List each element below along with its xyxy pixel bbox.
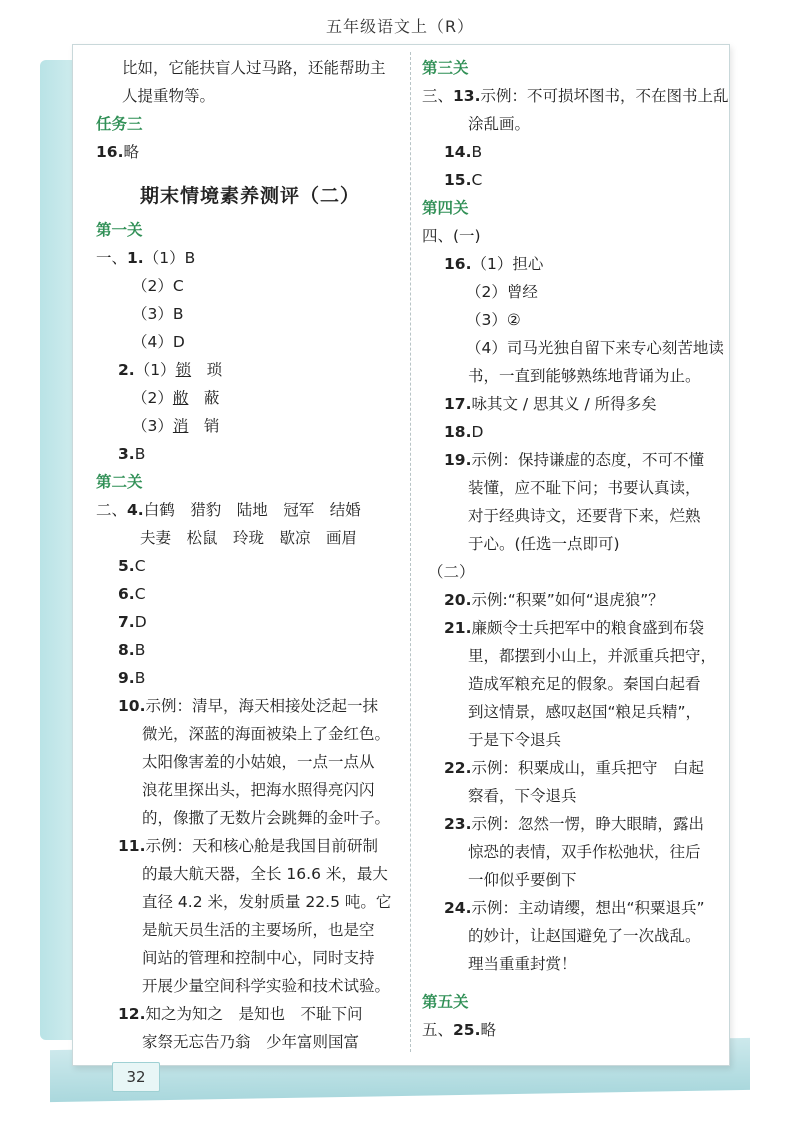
answer-label: （1） bbox=[134, 361, 176, 379]
level-heading: 第三关 bbox=[422, 59, 469, 77]
answer-text: D bbox=[471, 423, 484, 441]
answer-19 bbox=[422, 446, 722, 474]
answer-text: （1）担心 bbox=[471, 255, 544, 273]
question-number: 4. bbox=[127, 501, 144, 519]
question-number: 10. bbox=[118, 697, 146, 715]
answer-text: 于心。(任选一点即可) bbox=[468, 535, 620, 553]
underlined-char: 锁 bbox=[175, 361, 192, 379]
question-number: 8. bbox=[118, 641, 135, 659]
answer-text: 示例：不可损坏图书，不在图书上乱 bbox=[480, 87, 729, 105]
answer-text: 示例：忽然一愣，睁大眼睛，露出 bbox=[471, 815, 704, 833]
answer-text: 示例：积粟成山，重兵把守 白起 bbox=[471, 759, 704, 777]
answer-text: 开展少量空间科学实验和技术试验。 bbox=[142, 977, 391, 995]
answer-text: B bbox=[471, 143, 483, 161]
answer-text: 浪花里探出头，把海水照得亮闪闪 bbox=[142, 781, 375, 799]
answer-text: 装懂，应不耻下问；书要认真读， bbox=[468, 479, 701, 497]
question-number: 6. bbox=[118, 585, 135, 603]
answer-3 bbox=[96, 440, 404, 468]
left-column bbox=[96, 54, 404, 1056]
answer-5 bbox=[96, 552, 404, 580]
answer-text: （4）司马光独自留下来专心刻苦地读 bbox=[466, 339, 724, 357]
question-number: 3. bbox=[118, 445, 135, 463]
answer-text: （2）曾经 bbox=[466, 283, 538, 301]
question-number: 12. bbox=[118, 1005, 146, 1023]
answer-text: 廉颇令士兵把军中的粮食盛到布袋 bbox=[471, 619, 704, 637]
part-prefix: 三、 bbox=[422, 87, 454, 105]
answer-text: 察看，下令退兵 bbox=[468, 787, 577, 805]
answer-text: 理当重重封赏！ bbox=[468, 955, 577, 973]
answer-text: 一仰似乎要倒下 bbox=[468, 871, 577, 889]
answer-text: 间站的管理和控制中心，同时支持 bbox=[142, 949, 375, 967]
answer-text: （3）② bbox=[466, 311, 521, 329]
underlined-char: 消 bbox=[172, 417, 189, 435]
answer-text: 示例:“积粟”如何“退虎狼”？ bbox=[471, 591, 664, 609]
question-number: 18. bbox=[444, 423, 472, 441]
answer-text: 惊恐的表情，双手作松弛状，往后 bbox=[468, 843, 701, 861]
answer-9 bbox=[96, 664, 404, 692]
page-number: 32 bbox=[112, 1062, 160, 1092]
answer-text: 知之为知之 是知也 不耻下问 bbox=[145, 1005, 363, 1023]
question-number: 22. bbox=[444, 759, 472, 777]
answer-text: C bbox=[471, 171, 483, 189]
question-number: 16. bbox=[444, 255, 472, 273]
answer-text: 对于经典诗文，还要背下来，烂熟 bbox=[468, 507, 701, 525]
answer-7 bbox=[96, 608, 404, 636]
right-column bbox=[422, 54, 729, 1044]
answer-label: （2） bbox=[132, 389, 173, 407]
answer-text: 琐 bbox=[206, 361, 223, 379]
section-title: 期末情境素养测评（二） bbox=[139, 185, 360, 207]
question-number: 23. bbox=[444, 815, 472, 833]
question-number: 19. bbox=[444, 451, 472, 469]
question-number: 21. bbox=[444, 619, 472, 637]
answer-text: 咏其文 / 思其义 / 所得多矣 bbox=[471, 395, 657, 413]
answer-16 bbox=[96, 138, 404, 166]
text-line: 人提重物等。 bbox=[122, 87, 216, 105]
answer-6 bbox=[96, 580, 404, 608]
question-number: 25. bbox=[453, 1021, 481, 1039]
answer-text: 于是下令退兵 bbox=[468, 731, 562, 749]
answer-13 bbox=[422, 82, 729, 110]
answer-label: （3） bbox=[132, 417, 173, 435]
answer-text: 略 bbox=[480, 1021, 496, 1039]
part-prefix: 一、 bbox=[96, 249, 128, 267]
answer-text: （2）C bbox=[132, 277, 184, 295]
question-number: 11. bbox=[118, 837, 146, 855]
answer-text: 书，一直到能够熟练地背诵为止。 bbox=[468, 367, 701, 385]
answer-text: 太阳像害羞的小姑娘，一点一点从 bbox=[142, 753, 375, 771]
answer-text: 蔽 bbox=[203, 389, 220, 407]
answer-text: 家祭无忘告乃翁 少年富则国富 bbox=[142, 1033, 360, 1051]
answer-text: （4）D bbox=[132, 333, 185, 351]
answer-text: B bbox=[134, 641, 146, 659]
level-heading: 第四关 bbox=[422, 199, 469, 217]
answer-20 bbox=[422, 586, 722, 614]
book-header: 五年级语文上（R） bbox=[325, 17, 475, 36]
answer-text: B bbox=[134, 445, 146, 463]
answer-18 bbox=[422, 418, 722, 446]
answer-2c bbox=[96, 412, 404, 440]
answer-text: 示例：天和核心舱是我国目前研制 bbox=[145, 837, 378, 855]
answer-10 bbox=[96, 692, 404, 720]
answer-22 bbox=[422, 754, 722, 782]
answer-text: 的最大航天器，全长 16.6 米，最大 bbox=[142, 865, 388, 883]
question-number: 24. bbox=[444, 899, 472, 917]
part-heading: （二） bbox=[428, 563, 475, 581]
answer-text: 白鹤 猎豹 陆地 冠军 结婚 bbox=[143, 501, 361, 519]
answer-text: 示例：清早，海天相接处泛起一抹 bbox=[145, 697, 378, 715]
part-heading: 四、(一) bbox=[422, 227, 481, 245]
answer-16 bbox=[422, 250, 722, 278]
answer-text: 销 bbox=[203, 417, 220, 435]
answer-text: 的，像撒了无数片会跳舞的金叶子。 bbox=[142, 809, 391, 827]
column-divider bbox=[410, 52, 411, 1052]
question-number: 5. bbox=[118, 557, 135, 575]
question-number: 13. bbox=[453, 87, 481, 105]
level-heading: 第五关 bbox=[422, 993, 469, 1011]
answer-text: C bbox=[134, 557, 146, 575]
level-heading: 第二关 bbox=[96, 473, 143, 491]
answer-text: 直径 4.2 米，发射质量 22.5 吨。它 bbox=[142, 893, 392, 911]
question-number: 2. bbox=[118, 361, 135, 379]
text-line: 比如，它能扶盲人过马路，还能帮助主 bbox=[122, 59, 386, 77]
answer-17 bbox=[422, 390, 722, 418]
answer-text: 略 bbox=[123, 143, 139, 161]
answer-14 bbox=[422, 138, 722, 166]
answer-text: 示例：主动请缨，想出“积粟退兵” bbox=[471, 899, 705, 917]
level-heading: 第一关 bbox=[96, 221, 143, 239]
answer-text: 的妙计，让赵国避免了一次战乱。 bbox=[468, 927, 701, 945]
answer-1 bbox=[96, 244, 404, 272]
answer-4 bbox=[96, 496, 404, 524]
answer-text: 造成军粮充足的假象。秦国白起看 bbox=[468, 675, 701, 693]
question-number: 15. bbox=[444, 171, 472, 189]
answer-2 bbox=[96, 356, 404, 384]
question-number: 14. bbox=[444, 143, 472, 161]
question-number: 16. bbox=[96, 143, 124, 161]
answer-2b bbox=[96, 384, 404, 412]
answer-text: 微光，深蓝的海面被染上了金红色。 bbox=[142, 725, 391, 743]
question-number: 7. bbox=[118, 613, 135, 631]
underlined-char: 敝 bbox=[172, 389, 189, 407]
answer-text: 示例：保持谦虚的态度，不可不懂 bbox=[471, 451, 704, 469]
question-number: 17. bbox=[444, 395, 472, 413]
answer-text: （1）B bbox=[143, 249, 196, 267]
answer-text: 里，都摆到小山上，并派重兵把守， bbox=[468, 647, 717, 665]
question-number: 20. bbox=[444, 591, 472, 609]
answer-text: 涂乱画。 bbox=[468, 115, 531, 133]
part-prefix: 五、 bbox=[422, 1021, 454, 1039]
answer-text: 夫妻 松鼠 玲珑 歇凉 画眉 bbox=[140, 529, 358, 547]
answer-text: C bbox=[134, 585, 146, 603]
answer-15 bbox=[422, 166, 722, 194]
part-prefix: 二、 bbox=[96, 501, 128, 519]
question-number: 1. bbox=[127, 249, 144, 267]
answer-25 bbox=[422, 1016, 722, 1044]
answer-11 bbox=[96, 832, 404, 860]
question-number: 9. bbox=[118, 669, 135, 687]
answer-12 bbox=[96, 1000, 404, 1028]
answer-text: （3）B bbox=[132, 305, 184, 323]
answer-text: B bbox=[134, 669, 146, 687]
answer-24 bbox=[422, 894, 722, 922]
answer-text: D bbox=[134, 613, 147, 631]
task-heading: 任务三 bbox=[96, 115, 143, 133]
answer-text: 到这情景，感叹赵国“粮足兵精”， bbox=[468, 703, 702, 721]
answer-text: 是航天员生活的主要场所，也是空 bbox=[142, 921, 375, 939]
answer-21 bbox=[422, 614, 722, 642]
answer-23 bbox=[422, 810, 722, 838]
answer-8 bbox=[96, 636, 404, 664]
